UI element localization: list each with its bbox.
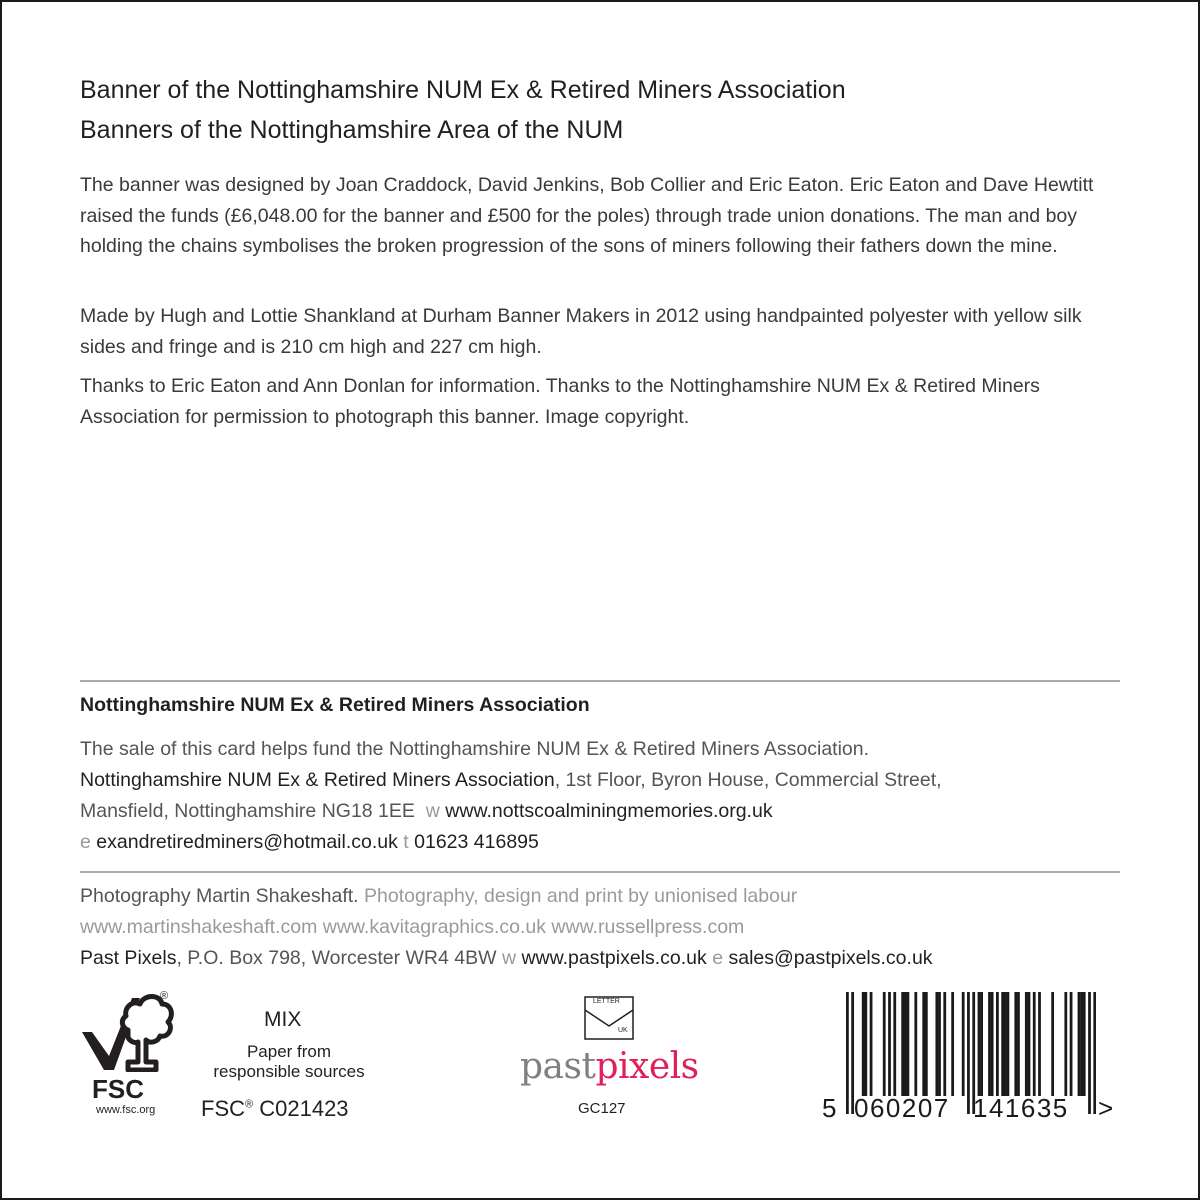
- association-email-link[interactable]: exandretiredminers@hotmail.co.uk: [96, 831, 398, 853]
- barcode-bar: [1051, 992, 1054, 1096]
- association-address-part1: , 1st Floor, Byron House, Commercial Street,: [554, 769, 942, 791]
- title-secondary: Banners of the Nottinghamshire Area of the NUM: [80, 116, 624, 144]
- credits-websites: www.martinshakeshaft.com www.kavitagraphics.co.uk www.russellpress.com: [80, 916, 745, 938]
- barcode-bar: [943, 992, 946, 1096]
- association-heading: Nottinghamshire NUM Ex & Retired Miners Association: [80, 694, 590, 716]
- barcode-group-2: 141635: [973, 1093, 1069, 1123]
- union-labour-note: Photography, design and print by unionised labour: [364, 885, 798, 907]
- description-paragraph-3: Thanks to Eric Eaton and Ann Donlan for information. Thanks to the Nottinghamshire NUM Ex & Retired Miners Association for permission to photograph this banner. Image copyright.: [80, 375, 1040, 428]
- description-paragraph-1: The banner was designed by Joan Craddock, David Jenkins, Bob Collier and Eric Eaton. Eric Eaton and Dave Hewtitt raised the funds (£6,048.00 for the banner and £500 for the poles) through trade union donations. The man and boy holding the chains symbolises the broken progression of the sons of miners following their fathers down the mine.: [80, 174, 1094, 257]
- barcode-bar: [1033, 992, 1036, 1096]
- barcode-bar: [1088, 992, 1091, 1114]
- fsc-tree-checkmark-icon: [78, 990, 178, 1072]
- association-address-line-1: [80, 765, 942, 795]
- title-primary: Banner of the Nottinghamshire NUM Ex & Retired Miners Association: [80, 76, 846, 104]
- barcode-bar: [904, 992, 907, 1096]
- logo-pixels: pixels: [595, 1046, 699, 1087]
- barcode-bar: [1038, 992, 1041, 1096]
- product-code: GC127: [578, 1100, 626, 1117]
- barcode-bar: [1007, 992, 1010, 1096]
- fsc-code-reg: ®: [245, 1098, 254, 1111]
- web-label: w: [425, 800, 440, 822]
- barcode-bar: [1070, 992, 1073, 1096]
- barcode-bar: [988, 992, 991, 1096]
- description-paragraph-2: Made by Hugh and Lottie Shankland at Durham Banner Makers in 2012 using handpainted polyester with yellow silk sides and fringe and is 210 cm high and 227 cm high.: [80, 305, 1082, 358]
- barcode-bar: [1017, 992, 1020, 1096]
- barcode-bar: [1004, 992, 1007, 1096]
- pastpixels-logo: [520, 1046, 699, 1087]
- barcode-bar: [938, 992, 941, 1096]
- barcode-bar: [1093, 992, 1096, 1114]
- publisher-website-link[interactable]: www.pastpixels.co.uk: [521, 947, 707, 969]
- publisher-address: , P.O. Box 798, Worcester WR4 4BW: [176, 947, 497, 969]
- barcode-bar: [1014, 992, 1017, 1096]
- photographer-credit: Photography Martin Shakeshaft.: [80, 885, 359, 907]
- association-website-link[interactable]: www.nottscoalminingmemories.org.uk: [445, 800, 773, 822]
- divider-bottom: [80, 871, 1120, 873]
- barcode-bar: [935, 992, 938, 1096]
- envelope-letter-label: LETTER: [593, 998, 620, 1005]
- association-sale-line: The sale of this card helps fund the Nottinghamshire NUM Ex & Retired Miners Association.: [80, 738, 870, 760]
- barcode-bar: [996, 992, 999, 1096]
- barcode-bar: [893, 992, 896, 1096]
- barcode-bar: [951, 992, 954, 1096]
- association-address-part2: Mansfield, Nottinghamshire NG18 1EE: [80, 800, 415, 822]
- barcode-bar: [883, 992, 886, 1096]
- barcode-bar: [922, 992, 925, 1096]
- fsc-registered-mark: ®: [160, 990, 169, 1002]
- fsc-paper-line-2: responsible sources: [213, 1062, 365, 1081]
- barcode-bar: [1064, 992, 1067, 1096]
- association-contact-line: [80, 827, 539, 857]
- barcode-bar: [1078, 992, 1081, 1096]
- association-address-line-2: [80, 796, 773, 826]
- barcode-bar: [1001, 992, 1004, 1096]
- barcode-bar: [888, 992, 891, 1096]
- association-name: Nottinghamshire NUM Ex & Retired Miners Association: [80, 769, 555, 791]
- barcode-group-1: 060207: [854, 1093, 950, 1123]
- barcode-arrow: >: [1098, 1093, 1114, 1123]
- email-label: e: [80, 831, 91, 853]
- barcode-bar: [864, 992, 867, 1096]
- barcode-bar: [925, 992, 928, 1096]
- publisher-web-label: w: [501, 947, 517, 969]
- fsc-url: www.fsc.org: [96, 1104, 156, 1116]
- barcode-bar: [862, 992, 865, 1096]
- logo-past: past: [520, 1046, 596, 1087]
- fsc-license-code: [201, 1096, 349, 1122]
- barcode-bar: [962, 992, 965, 1096]
- barcode-bar: [1080, 992, 1083, 1096]
- credits-photography-line: [80, 881, 797, 911]
- fsc-paper-line-1: Paper from: [246, 1042, 332, 1061]
- fsc-code-prefix: FSC: [201, 1096, 245, 1121]
- divider-top: [80, 680, 1120, 682]
- barcode-bar: [1025, 992, 1028, 1096]
- barcode-bar: [978, 992, 981, 1096]
- barcode-bar: [1028, 992, 1031, 1096]
- association-phone: 01623 416895: [414, 831, 539, 853]
- publisher-name: Past Pixels: [80, 947, 177, 969]
- barcode-bar: [907, 992, 910, 1096]
- envelope-icon: [584, 996, 634, 1040]
- barcode-bar: [980, 992, 983, 1096]
- publisher-email-label: e: [712, 947, 724, 969]
- barcode-bar: [846, 992, 849, 1114]
- barcode-first-digit: 5: [822, 1093, 837, 1123]
- barcode-bar: [914, 992, 917, 1096]
- barcode-bar: [870, 992, 873, 1096]
- fsc-code-number: C021423: [259, 1096, 349, 1121]
- publisher-line: [80, 943, 933, 973]
- publisher-email-link[interactable]: sales@pastpixels.co.uk: [728, 947, 933, 969]
- fsc-mix-label: MIX: [264, 1008, 302, 1031]
- fsc-logo: [78, 990, 178, 1120]
- barcode-bar: [901, 992, 904, 1096]
- barcode-bar: [967, 992, 970, 1114]
- envelope-uk-label: UK: [618, 1027, 628, 1034]
- barcode-bar: [991, 992, 994, 1096]
- phone-label: t: [403, 831, 409, 853]
- fsc-mark-text: FSC: [92, 1074, 144, 1104]
- barcode-bar: [1083, 992, 1086, 1096]
